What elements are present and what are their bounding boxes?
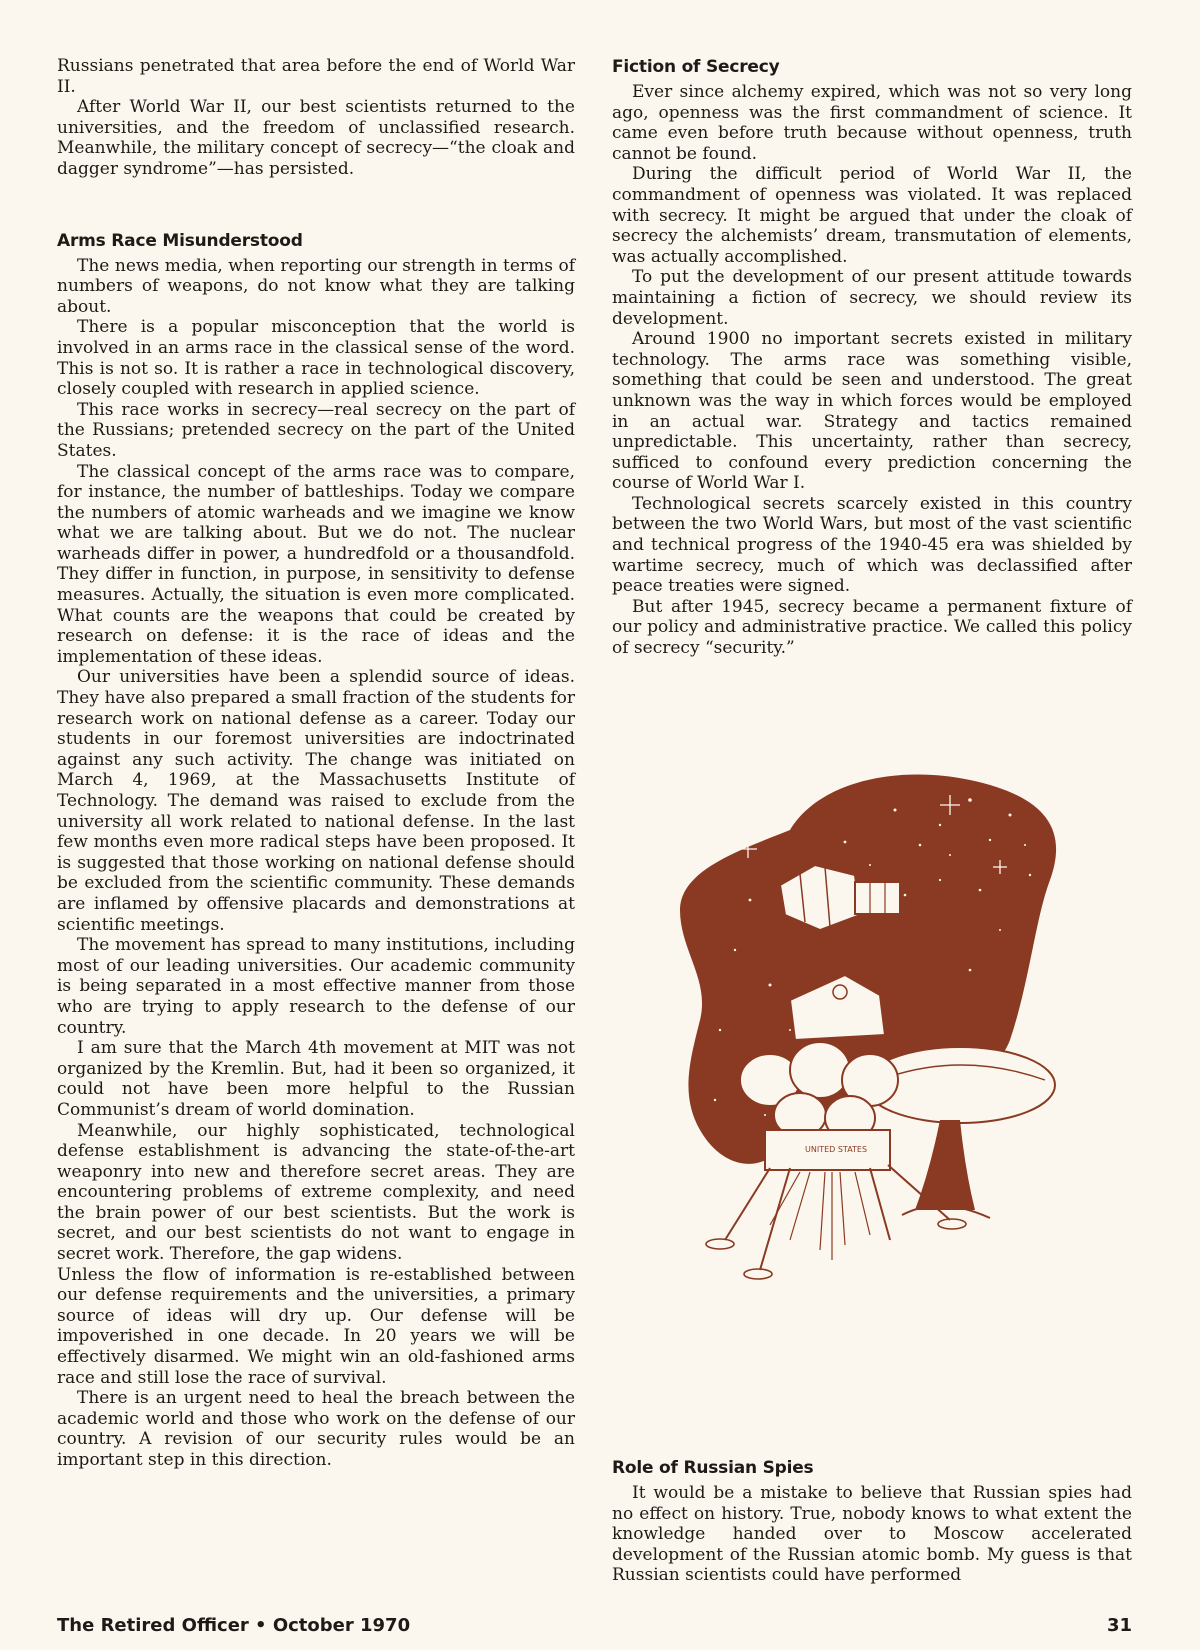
paragraph: The news media, when reporting our strength in terms of numbers of weapons, do not know what they are talking about. [57, 255, 575, 317]
page-number: 31 [1106, 1615, 1132, 1636]
section-heading-russian-spies: Role of Russian Spies [612, 1458, 814, 1478]
page-footer [57, 1615, 1132, 1641]
space-illustration [640, 770, 1110, 1325]
paragraph: Technological secrets scarcely existed in this country between the two World Wars, but most of the vast scientific and technical progress of the 1940-45 era was shielded by wartime secrecy, much of which was declassified after peace treaties were signed. [612, 493, 1132, 597]
right-column-bottom [612, 1457, 1132, 1586]
paragraph: The movement has spread to many institutions, including most of our leading universities. Our academic community is being separated in a most effective manner from those who are trying to apply research to the defense of our country. [57, 935, 575, 1038]
paragraph: Ever since alchemy expired, which was not so very long ago, openness was the first commandment of science. It came even before truth because without openness, truth cannot be found. [612, 82, 1132, 164]
paragraph: Russians penetrated that area before the end of World War II. [57, 56, 575, 97]
paragraph: The classical concept of the arms race was to compare, for instance, the number of battleships. Today we compare the numbers of atomic warheads and we imagine we know what we are talking about. But we do not. The nuclear warheads differ in power, a hundredfold or a thousandfold. They differ in function, in purpose, in sensitivity to defense measures. Actually, the situation is even more complicated. What counts are the weapons that could be created by research on defense: it is the race of ideas and the implementation of these ideas. [57, 461, 575, 667]
paragraph: After World War II, our best scientists returned to the universities, and the freedom of unclassified research. Meanwhile, the military concept of secrecy—“the cloak and dagger syndrome”—has persisted. [57, 97, 575, 179]
paragraph: There is a popular misconception that the world is involved in an arms race in the classical sense of the word. This is not so. It is rather a race in technological discovery, closely coupled with research in applied science. [57, 317, 575, 400]
paragraph: Around 1900 no important secrets existed in military technology. The arms race was something visible, something that could be seen and understood. The great unknown was the way in which forces would be employed in an actual war. Strategy and tactics remained unpredictable. This uncertainty, rather than secrecy, sufficed to confound every prediction concerning the course of World War I. [612, 329, 1132, 494]
lander-label: UNITED STATES [805, 1145, 868, 1154]
paragraph: Unless the flow of information is re-established between our defense requirements and the universities, a primary source of ideas will dry up. Our defense will be impoverished in one decade. In 20 years we will be effectively disarmed. We might win an old-fashioned arms race and still lose the race of survival. [57, 1264, 575, 1388]
paragraph: This race works in secrecy—real secrecy on the part of the Russians; pretended secrecy on the part of the United States. [57, 399, 575, 461]
publication-line: The Retired Officer • October 1970 [57, 1615, 411, 1636]
left-column [57, 56, 575, 1471]
paragraph: During the difficult period of World War II, the commandment of openness was violated. It was replaced with secrecy. It might be argued that under the cloak of secrecy the alchemists’ dream, transmutation of elements, was actually accomplished. [612, 164, 1132, 267]
section-gap [57, 180, 575, 230]
paragraph: Our universities have been a splendid source of ideas. They have also prepared a small fraction of the students for research work on national defense as a career. Today our students in our foremost universities are indoctrinated against any such activity. The change was initiated on March 4, 1969, at the Massachusetts Institute of Technology. The demand was raised to exclude from the university all work related to national defense. In the last few months even more radical steps have been proposed. It is suggested that those working on national defense should be excluded from the scientific community. These demands are inflamed by offensive placards and demonstrations at scientific meetings. [57, 667, 575, 935]
paragraph: It would be a mistake to believe that Russian spies had no effect on history. True, nobody knows to what extent the knowledge handed over to Moscow accelerated development of the Russian atomic bomb. My guess is that Russian scientists could have performed [612, 1483, 1132, 1586]
paragraph: Meanwhile, our highly sophisticated, technological defense establishment is advancing the state-of-the-art weaponry into new and therefore secret areas. They are encountering problems of extreme complexity, and need the brain power of our best scientists. But the work is secret, and our best scientists do not want to engage in secret work. Therefore, the gap widens. [57, 1120, 575, 1265]
section-heading-fiction-of-secrecy: Fiction of Secrecy [612, 57, 780, 77]
paragraph: But after 1945, secrecy became a permanent fixture of our policy and administrative practice. We called this policy of secrecy “security.” [612, 596, 1132, 659]
paragraph: I am sure that the March 4th movement at MIT was not organized by the Kremlin. But, had it been so organized, it could not have been more helpful to the Russian Communist’s dream of world domination. [57, 1038, 575, 1120]
paragraph: To put the development of our present attitude towards maintaining a fiction of secrecy, we should review its development. [612, 267, 1132, 329]
right-column [612, 56, 1132, 659]
section-heading-arms-race: Arms Race Misunderstood [57, 230, 303, 251]
paragraph: There is an urgent need to heal the breach between the academic world and those who work on the defense of our country. A revision of our security rules would be an important step in this direction. [57, 1388, 575, 1470]
